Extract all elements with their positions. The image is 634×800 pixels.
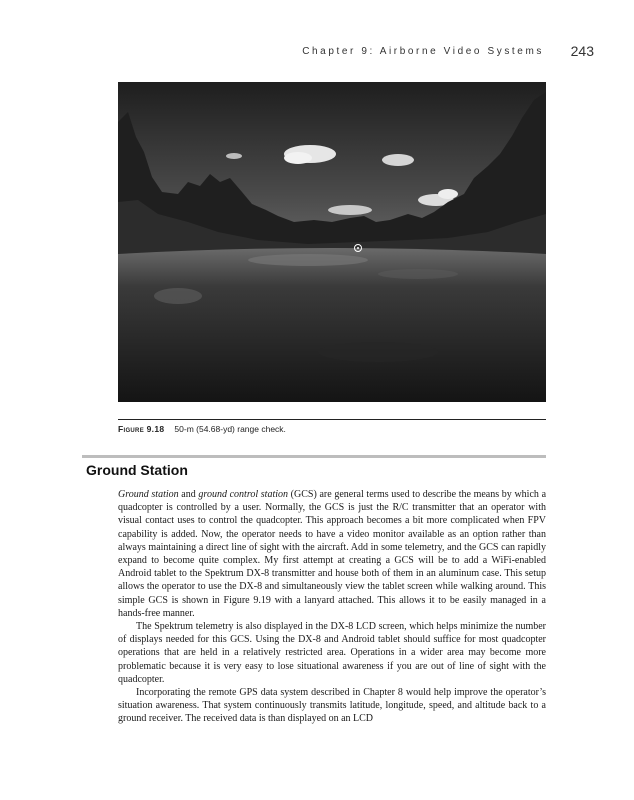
- term-ground-control-station: ground control station: [198, 489, 289, 500]
- field-photo-illustration: [118, 82, 546, 402]
- body-text: [118, 488, 546, 726]
- running-head: [300, 44, 594, 62]
- paragraph-3: Incorporating the remote GPS data system described in Chapter 8 would help improve the operator’s situation awareness. That system continuously transmits latitude, longitude, speed, and altitude back to a ground receiver. The received data is than displayed on an LCD: [118, 687, 546, 725]
- figure-photo: [118, 82, 546, 402]
- section-rule: [82, 455, 546, 458]
- page-number: 243: [570, 43, 594, 59]
- chapter-title: Chapter 9: Airborne Video Systems: [302, 46, 544, 57]
- caption-rule: [118, 419, 546, 420]
- paragraph-1-text: (GCS) are general terms used to describe the means by which a quadcopter is controlled by a user. Normally, the GCS is just the R/C transmitter that an operator with visual contact uses to control the quadcopter. This approach becomes a bit more complicated when FPV capability is added. Now, the operator needs to have a video monitor available as an option rather than always maintaining a direct line of sight with the aircraft. Add in some telemetry, and the GCS can rapidly expand to become quite complex. My first attempt at creating a GCS will be to add a WiFi-enabled Android tablet to the Spektrum DX-8 transmitter and house both of them in an aluminum case. This setup allows the operator to use the DX-8 and simultaneously view the tablet screen while walking around. This simple GCS is shown in Figure 9.19 with a lanyard attached. This allows it to be easily managed in a hands-free manner.: [118, 489, 547, 619]
- figure-caption-text: 50-m (54.68-yd) range check.: [174, 424, 286, 434]
- paragraph-1-conjunction: and: [178, 489, 199, 500]
- section-heading: Ground Station: [86, 462, 188, 478]
- figure-label: Figure 9.18: [118, 424, 165, 434]
- paragraph-1: [118, 488, 546, 620]
- figure-caption: [118, 424, 546, 434]
- paragraph-2: The Spektrum telemetry is also displayed in the DX-8 LCD screen, which helps minimize the number of displays needed for this GCS. Using the DX-8 and Android tablet should suffice for most quadcopter operations that are held in a relatively restricted area. Operations in a wider area may become more problematic because it is very easy to lose situational awareness if you are out of line of sight with the quadcopter.: [118, 621, 546, 685]
- term-ground-station: Ground station: [118, 489, 179, 500]
